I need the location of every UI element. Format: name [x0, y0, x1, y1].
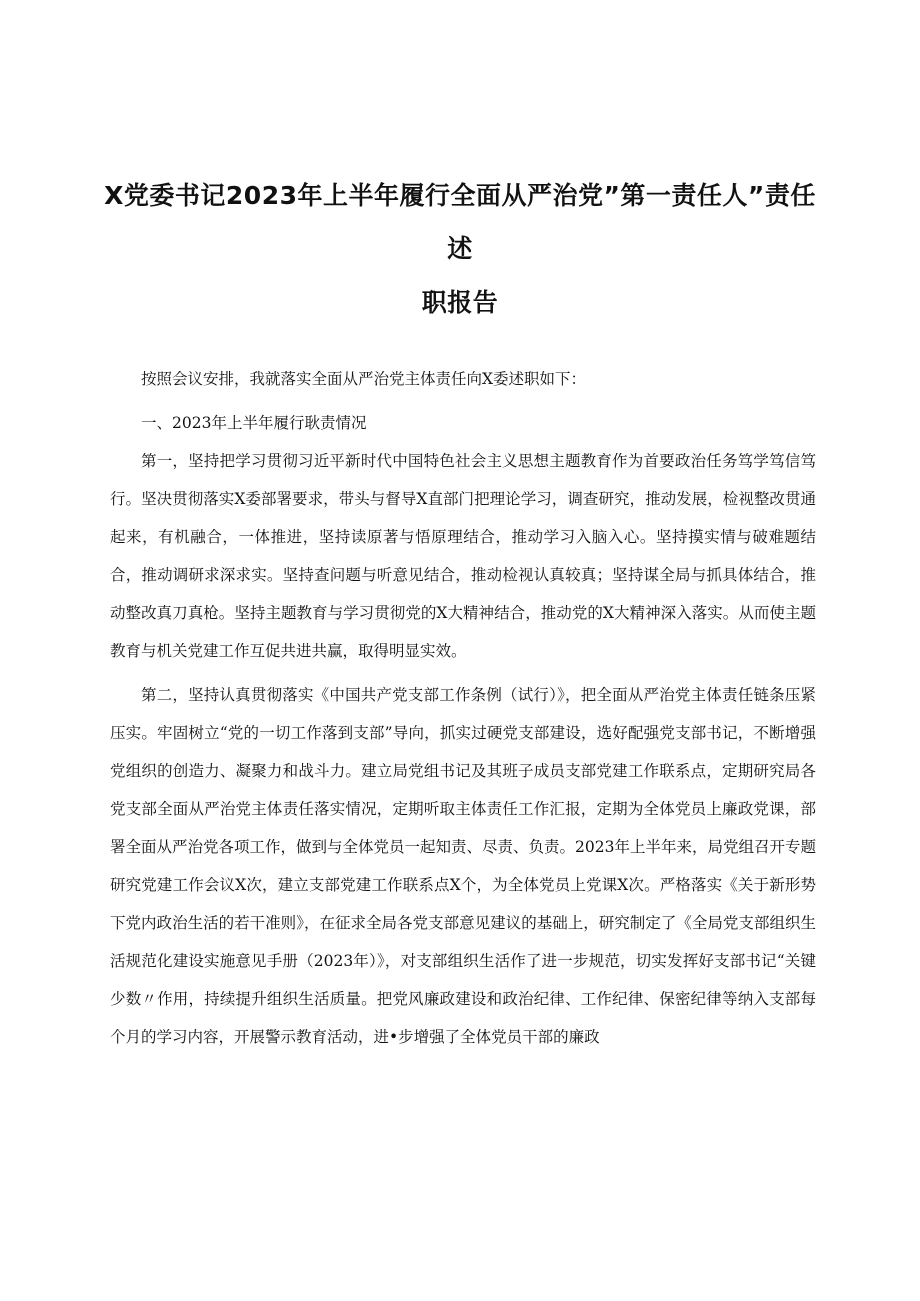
section-heading: 一、2023年上半年履行耿责情况	[141, 414, 367, 432]
document-title-line-1: X党委书记2023年上半年履行全面从严治党”第一责任人”责任	[104, 181, 816, 210]
document-title-line-2: 述	[447, 234, 473, 263]
paragraph-first: 第一，坚持把学习贯彻习近平新时代中国特色社会主义思想主题教育作为首要政治任务笃学笃信笃行。坚决贯彻落实X委部署要求，带头与督导X直部门把理论学习，调查研究，推动发展，检视整改贯通起来，有机融合，一体推进，坚持读原著与悟原理结合，推动学习入脑入心。坚持摸实情与破难题结合，推动调研求深求实。坚持查问题与听意见结合，推动检视认真较真；坚持谋全局与抓具体结合，推动整改真刀真枪。坚持主题教育与学习贯彻党的X大精神结合，推动党的X大精神深入落实。从而使主题教育与机关党建工作互促共进共赢，取得明显实效。	[110, 452, 816, 660]
paragraph-second: 第二，坚持认真贯彻落实《中国共产党支部工作条例（试行）》，把全面从严治党主体责任链条压紧压实。牢固树立“党的一切工作落到支部”导向，抓实过硬党支部建设，选好配强党支部书记，不断增强党组织的创造力、凝聚力和战斗力。建立局党组书记及其班子成员支部党建工作联系点，定期研究局各党支部全面从严治党主体责任落实情况，定期听取主体责任工作汇报，定期为全体党员上廉政党课，部署全面从严治党各项工作，做到与全体党员一起知责、尽责、负责。2023年上半年来，局党组召开专题研究党建工作会议X次，建立支部党建工作联系点X个，为全体党员上党课X次。严格落实《关于新形势下党内政治生活的若干准则》，在征求全局各党支部意见建议的基础上，研究制定了《全局党支部组织生活规范化建设实施意见手册（2023年）》，对支部组织生活作了进一步规范，切实发挥好支部书记“关键少数〃作用，持续提升组织生活质量。把党风廉政建设和政治纪律、工作纪律、保密纪律等纳入支部每个月的学习内容，开展警示教育活动，进•步增强了全体党员干部的廉政	[110, 686, 816, 1046]
document-title-line-3: 职报告	[421, 288, 499, 317]
intro-paragraph: 按照会议安排，我就落实全面从严治党主体责任向X委述职如下：	[141, 370, 587, 388]
document-body	[110, 360, 816, 1062]
